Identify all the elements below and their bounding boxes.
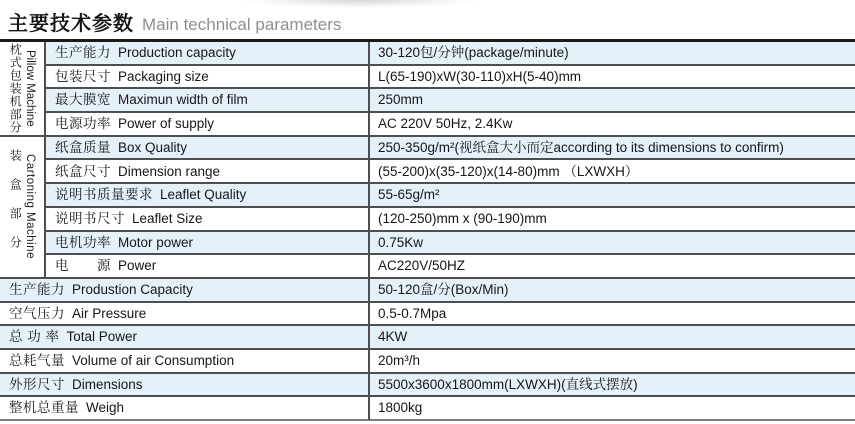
param-value: 0.75Kw [378, 234, 424, 250]
param-name-cell [46, 255, 370, 279]
param-value-cell [370, 184, 855, 208]
param-value-cell [370, 66, 855, 90]
param-value: 55-65g/m² [378, 187, 440, 203]
page-title [0, 0, 855, 36]
param-value: 250-350g/m²(视纸盒大小而定according to its dimensions to confirm) [378, 139, 784, 155]
section-label-zh: 枕式包装机部分 [8, 42, 23, 134]
param-value: AC220V/50HZ [378, 258, 466, 274]
param-name-zh: 电源功率 [55, 116, 111, 132]
param-value-cell [370, 160, 855, 184]
param-value: (120-250)mm x (90-190)mm [378, 210, 547, 226]
param-name-zh: 外形尺寸 [9, 376, 65, 392]
section-label-cartoning-machine [0, 137, 46, 279]
param-name-cell [46, 113, 370, 137]
param-name-zh: 生产能力 [9, 281, 65, 297]
section-label-pillow-machine [0, 42, 46, 137]
param-value-cell [370, 397, 855, 421]
param-value-cell [370, 89, 855, 113]
param-name-zh: 电机功率 [55, 234, 111, 250]
section-label-zh: 装盒部分 [8, 148, 23, 265]
param-value-cell [370, 208, 855, 232]
param-name-en: Power of supply [118, 116, 215, 132]
param-name-en: Volume of air Consumption [72, 353, 235, 369]
param-value-cell [370, 255, 855, 279]
param-name-cell [46, 89, 370, 113]
param-value: 1800kg [378, 400, 423, 416]
param-name-zh: 纸盒质量 [55, 139, 111, 155]
param-value: AC 220V 50Hz, 2.4Kw [378, 116, 513, 132]
param-name-cell [46, 184, 370, 208]
param-name-en: Produstion Capacity [72, 281, 193, 297]
param-name-zh: 说明书尺寸 [55, 210, 125, 226]
param-name-en: Weigh [86, 400, 125, 416]
param-name-zh: 纸盒尺寸 [55, 163, 111, 179]
param-name-cell [46, 42, 370, 66]
param-name-zh: 整机总重量 [9, 400, 79, 416]
param-name-zh: 空气压力 [9, 305, 65, 321]
param-value: 250mm [378, 92, 424, 108]
param-value: 5500x3600x1800mm(LXWXH)(直线式摆放) [378, 376, 638, 392]
param-name-cell [46, 137, 370, 161]
param-name-zh: 电 源 [55, 258, 111, 274]
param-value-cell [370, 42, 855, 66]
param-name-en: Maximun width of film [118, 92, 248, 108]
param-value-cell [370, 137, 855, 161]
param-name-en: Production capacity [118, 45, 236, 61]
param-name-en: Leaflet Size [132, 210, 203, 226]
param-value-cell [370, 326, 855, 350]
param-value: (55-200)x(35-120)x(14-80)mm （LXWXH） [378, 163, 639, 179]
param-name-cell [0, 397, 370, 421]
param-name-cell [0, 279, 370, 303]
param-name-cell [46, 160, 370, 184]
param-value-cell [370, 374, 855, 398]
param-name-cell [0, 350, 370, 374]
param-name-cell [0, 303, 370, 327]
param-name-en: Dimension range [118, 163, 221, 179]
param-name-en: Power [118, 258, 157, 274]
param-name-zh: 总 功 率 [9, 329, 60, 345]
param-value: 30-120包/分钟(package/minute) [378, 45, 569, 61]
param-name-cell [0, 326, 370, 350]
param-value: 20m³/h [378, 353, 421, 369]
param-value-cell [370, 303, 855, 327]
param-name-en: Packaging size [118, 68, 209, 84]
param-value: 50-120盒/分(Box/Min) [378, 281, 509, 297]
param-name-zh: 最大膜宽 [55, 92, 111, 108]
param-name-cell [46, 208, 370, 232]
section-label-en: Cartoning Machine [23, 154, 36, 260]
param-value: 0.5-0.7Mpa [378, 305, 447, 321]
page-title-zh: 主要技术参数 [8, 13, 134, 35]
param-name-en: Air Pressure [72, 305, 147, 321]
param-name-en: Leaflet Quality [160, 187, 247, 203]
param-name-zh: 包装尺寸 [55, 68, 111, 84]
param-name-cell [0, 374, 370, 398]
param-value-cell [370, 232, 855, 256]
param-value-cell [370, 113, 855, 137]
param-name-en: Dimensions [72, 376, 143, 392]
param-value: L(65-190)xW(30-110)xH(5-40)mm [378, 68, 582, 84]
param-name-en: Total Power [66, 329, 138, 345]
section-label-en: Pillow Machine [23, 50, 36, 127]
param-name-zh: 说明书质量要求 [55, 187, 153, 203]
param-value-cell [370, 279, 855, 303]
param-name-zh: 总耗气量 [9, 353, 65, 369]
param-name-en: Box Quality [118, 139, 188, 155]
param-name-en: Motor power [118, 234, 194, 250]
param-name-zh: 生产能力 [55, 45, 111, 61]
param-value: 4KW [378, 329, 408, 345]
page-title-en: Main technical parameters [142, 15, 342, 34]
parameters-table [0, 42, 855, 421]
param-name-cell [46, 66, 370, 90]
param-name-cell [46, 232, 370, 256]
param-value-cell [370, 350, 855, 374]
